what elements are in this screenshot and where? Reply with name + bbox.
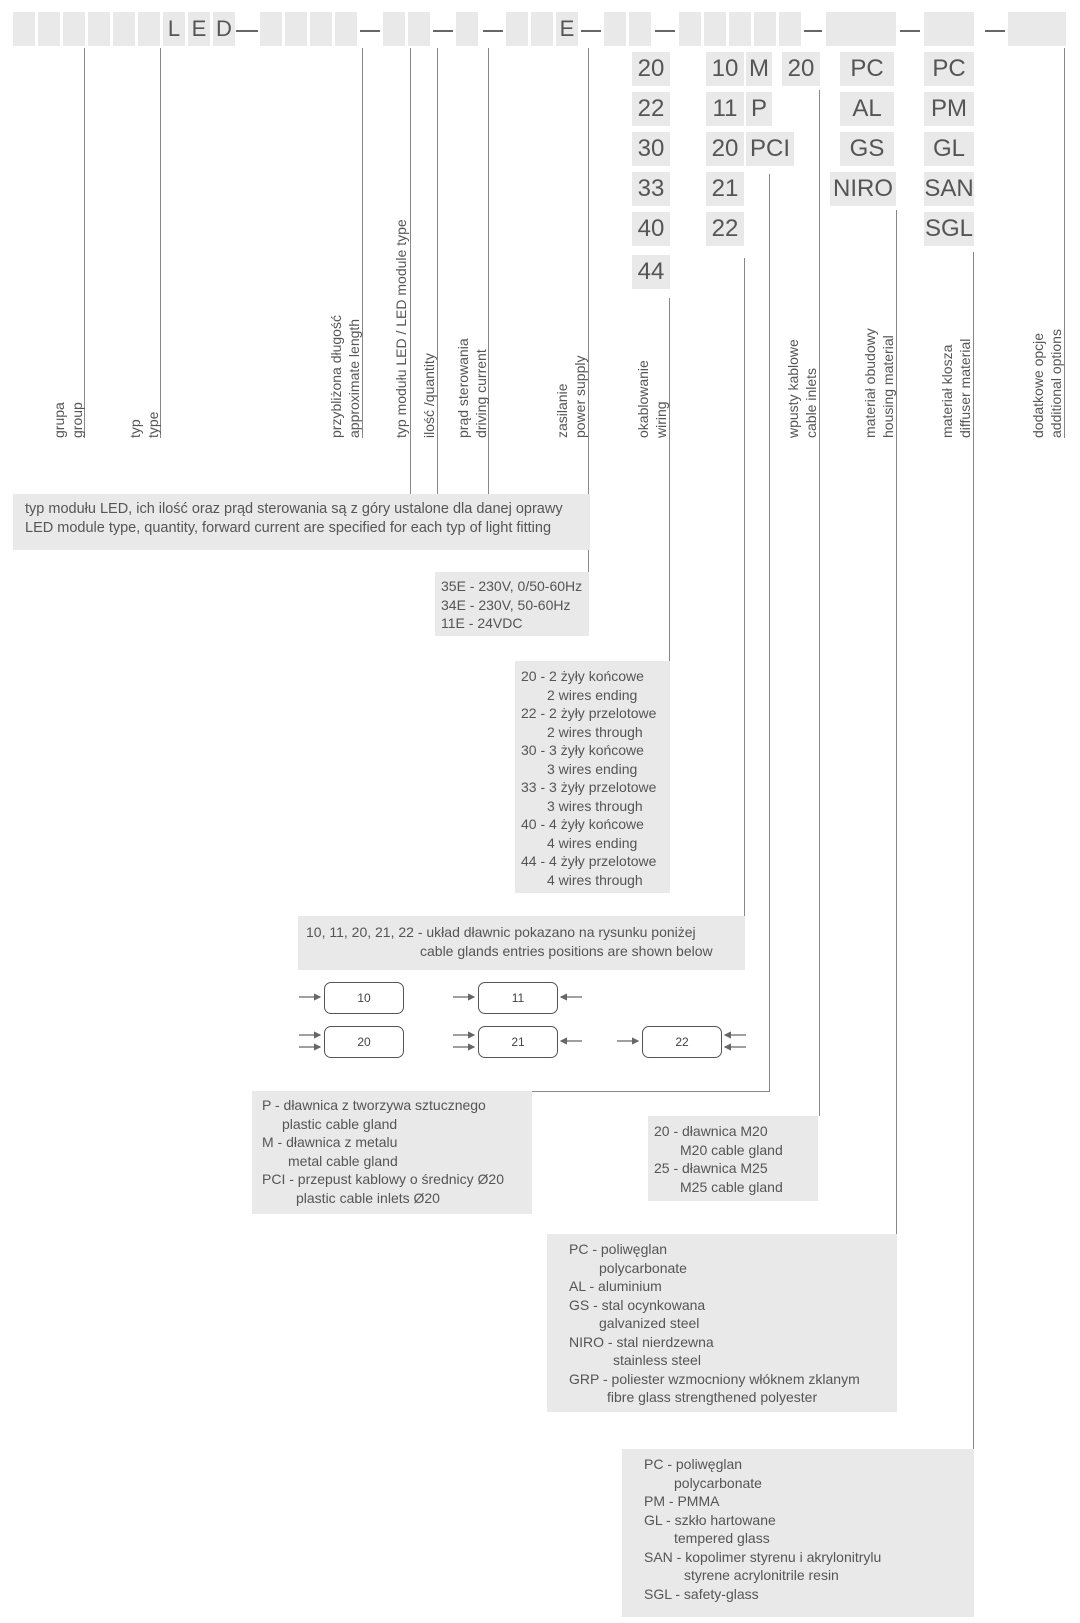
label-quantity: ilość /quantity — [421, 353, 437, 438]
wiring-option: 33 — [632, 172, 670, 206]
gland-position-option: 11 — [706, 92, 744, 126]
gland-size-box: 20 - dławnica M20 M20 cable gland 25 - dławnica M25 M25 cable gland — [648, 1116, 818, 1201]
gland-box-11: 11 — [478, 982, 558, 1014]
diffuser-option: SAN — [924, 172, 974, 206]
label-housing-material: materiał obudowy housing material — [862, 328, 896, 438]
diffuser-option: SGL — [924, 212, 974, 246]
label-additional-options: dodatkowe opcje additional options — [1030, 329, 1064, 438]
wiring-option: 44 — [632, 255, 670, 289]
label-power-supply: zasilanie power supply — [554, 355, 588, 438]
label-group: grupa group — [51, 402, 85, 438]
wiring-option: 40 — [632, 212, 670, 246]
gland-position-option: 22 — [706, 212, 744, 246]
housing-material-box: PC - poliwęglan polycarbonate AL - aluminium GS - stal ocynkowana galvanized steel NIRO - stal nierdzewna stainless steel GRP - poliester wzmocniony włóknem zklanym fibre glass strengthened polyester — [547, 1234, 897, 1412]
label-approximate-length: przybliżona długość approximate length — [328, 315, 362, 438]
wiring-option: 20 — [632, 52, 670, 86]
housing-option: PC — [840, 52, 894, 86]
gland-position-option: 10 — [706, 52, 744, 86]
diffuser-option: GL — [924, 132, 974, 166]
gland-type-option: PCI — [746, 132, 794, 166]
housing-option: NIRO — [830, 172, 896, 206]
housing-option: AL — [840, 92, 894, 126]
gland-box-22: 22 — [642, 1026, 722, 1058]
diffuser-option: PM — [924, 92, 974, 126]
gland-type-box: P - dławnica z tworzywa sztucznego plastic cable gland M - dławnica z metalu metal cable gland PCI - przepust kablowy o średnicy Ø20 plastic cable inlets Ø20 — [252, 1091, 532, 1214]
gland-position-option: 21 — [706, 172, 744, 206]
housing-option: GS — [840, 132, 894, 166]
code-letter-l: L — [167, 16, 181, 41]
gland-box-21: 21 — [478, 1026, 558, 1058]
glands-note-box: 10, 11, 20, 21, 22 - układ dławnic pokazano na rysunku poniżej cable glands entries positions are shown below — [298, 916, 745, 970]
label-diffuser-material: materiał klosza diffuser material — [939, 338, 973, 438]
diffuser-material-box: PC - poliwęglan polycarbonate PM - PMMA GL - szkło hartowane tempered glass SAN - kopolimer styrenu i akrylonitrylu styrene acrylonitrile resin SGL - safety-glass — [622, 1449, 974, 1617]
power-supply-box: 35E - 230V, 0/50-60Hz 34E - 230V, 50-60Hz 11E - 24VDC — [435, 572, 589, 636]
gland-type-option: M — [746, 52, 772, 86]
gland-position-option: 20 — [706, 132, 744, 166]
gland-type-option: P — [746, 92, 772, 126]
wiring-option: 22 — [632, 92, 670, 126]
gland-box-20: 20 — [324, 1026, 404, 1058]
label-led-module-type: typ modułu LED / LED module type — [393, 219, 409, 438]
code-letter-d: D — [216, 16, 232, 41]
gland-size-option: 20 — [782, 52, 820, 86]
module-note-box: typ modułu LED, ich ilość oraz prąd sterowania są z góry ustalone dla danej oprawy LED module type, quantity, forward current are specified for each typ of light fitting — [13, 494, 590, 550]
label-type: typ type — [127, 411, 161, 438]
label-wiring: okablowanie wiring — [635, 360, 669, 438]
label-cable-inlets: wpusty kablowe cable inlets — [785, 339, 819, 438]
diffuser-option: PC — [924, 52, 974, 86]
code-letter-e: E — [191, 16, 207, 41]
code-letter-e2: E — [559, 16, 575, 41]
wiring-box: 20 - 2 żyły końcowe 2 wires ending 22 - 2 żyły przelotowe 2 wires through 30 - 3 żyły końcowe 3 wires ending 33 - 3 żyły przelotowe 3 wires through 40 - 4 żyły końcowe 4 wires ending 44 - 4 żyły przelotowe 4 wires through — [515, 661, 670, 893]
gland-box-10: 10 — [324, 982, 404, 1014]
label-driving-current: prąd sterowania driving current — [455, 338, 489, 438]
wiring-option: 30 — [632, 132, 670, 166]
